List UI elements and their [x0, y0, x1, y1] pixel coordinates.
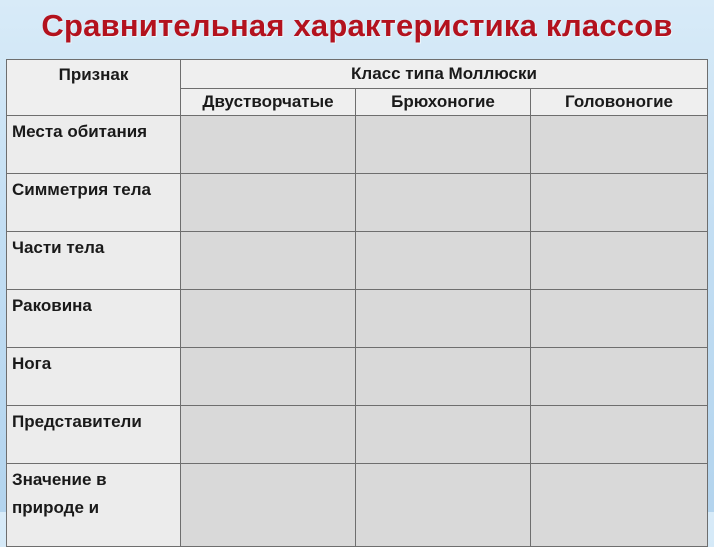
row-label-symmetry: Симметрия тела	[7, 174, 181, 232]
table-cell[interactable]	[531, 348, 708, 406]
row-label-representatives: Представители	[7, 406, 181, 464]
column-header-gastropods: Брюхоногие	[356, 89, 531, 116]
row-label-shell: Раковина	[7, 290, 181, 348]
table-cell[interactable]	[181, 348, 356, 406]
table-cell[interactable]	[356, 348, 531, 406]
row-label-foot: Нога	[7, 348, 181, 406]
comparison-table	[6, 59, 708, 547]
table-cell[interactable]	[531, 464, 708, 547]
table-cell[interactable]	[356, 290, 531, 348]
table-cell[interactable]	[531, 232, 708, 290]
table-cell[interactable]	[181, 116, 356, 174]
table-cell[interactable]	[181, 406, 356, 464]
comparison-table-container	[6, 59, 707, 519]
table-cell[interactable]	[181, 174, 356, 232]
table-cell[interactable]	[531, 174, 708, 232]
feature-header: Признак	[7, 60, 181, 116]
table-cell[interactable]	[181, 290, 356, 348]
column-header-bivalves: Двустворчатые	[181, 89, 356, 116]
page-title: Сравнительная характеристика классов	[41, 8, 673, 43]
table-cell[interactable]	[531, 406, 708, 464]
table-row	[7, 174, 708, 232]
row-label-body-parts: Части тела	[7, 232, 181, 290]
row-label-significance: Значение в природе и	[7, 464, 181, 547]
table-row	[7, 406, 708, 464]
table-row	[7, 464, 708, 547]
table-cell[interactable]	[531, 290, 708, 348]
table-row	[7, 232, 708, 290]
row-label-habitat: Места обитания	[7, 116, 181, 174]
table-cell[interactable]	[356, 174, 531, 232]
table-row	[7, 348, 708, 406]
table-cell[interactable]	[181, 464, 356, 547]
class-group-header: Класс типа Моллюски	[181, 60, 708, 89]
table-cell[interactable]	[181, 232, 356, 290]
column-header-cephalopods: Головоногие	[531, 89, 708, 116]
table-cell[interactable]	[356, 406, 531, 464]
table-cell[interactable]	[356, 232, 531, 290]
table-cell[interactable]	[356, 464, 531, 547]
table-cell[interactable]	[531, 116, 708, 174]
table-cell[interactable]	[356, 116, 531, 174]
table-row	[7, 116, 708, 174]
table-row	[7, 290, 708, 348]
